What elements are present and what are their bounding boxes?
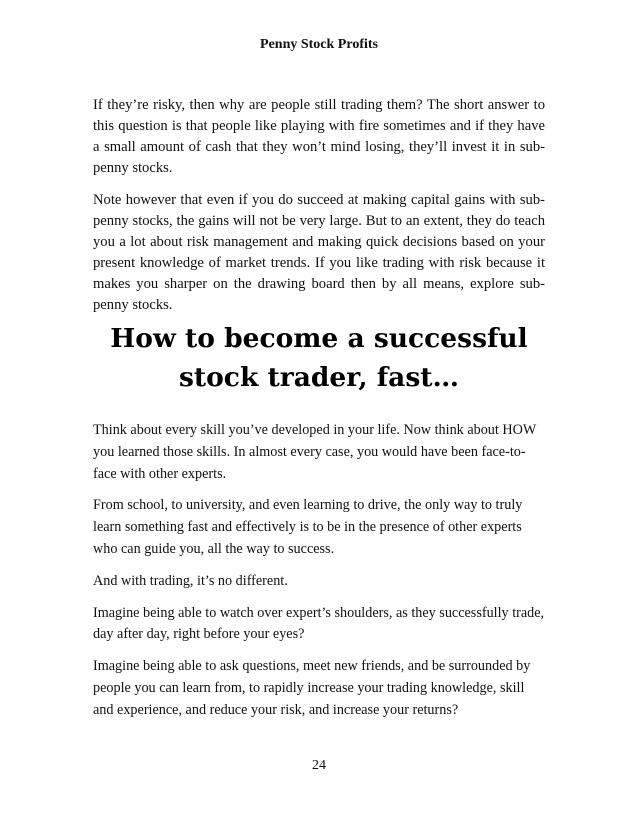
section-paragraph: Think about every skill you’ve developed in your life. Now think about HOW you learned those skills. In almost every case, you would have been face-to-face with other experts. xyxy=(93,422,537,482)
section-paragraph: From school, to university, and even learning to drive, the only way to truly learn something fast and effectively is to be in the presence of other experts who can guide you, all the way to success. xyxy=(93,497,523,557)
running-header: Penny Stock Profits xyxy=(260,37,378,52)
intro-paragraph-2-block xyxy=(93,190,545,316)
section-heading: How to become a successful stock trader, fast… xyxy=(110,323,528,393)
section-paragraph: Imagine being able to watch over expert’s shoulders, as they successfully trade, day after day, right before your eyes? xyxy=(93,604,545,643)
intro-paragraph-1-block xyxy=(93,95,545,179)
section-body xyxy=(93,420,545,732)
section-paragraph: And with trading, it’s no different. xyxy=(93,572,288,589)
intro-paragraph: If they’re risky, then why are people still trading them? The short answer to this question is that people like playing with fire sometimes and if they have a small amount of cash that they won’t mind losing, they’ll invest it in sub-penny stocks. xyxy=(93,97,545,176)
page-number: 24 xyxy=(312,758,326,773)
intro-paragraph: Note however that even if you do succeed at making capital gains with sub-penny stocks, the gains will not be very large. But to an extent, they do teach you a lot about risk management and making quick decisions based on your present knowledge of market trends. If you like trading with risk because it makes you sharper on the drawing board then by all means, explore sub-penny stocks. xyxy=(93,192,545,313)
section-paragraph: Imagine being able to ask questions, meet new friends, and be surrounded by people you can learn from, to rapidly increase your trading knowledge, skill and experience, and reduce your risk, and increase your returns? xyxy=(93,658,531,718)
